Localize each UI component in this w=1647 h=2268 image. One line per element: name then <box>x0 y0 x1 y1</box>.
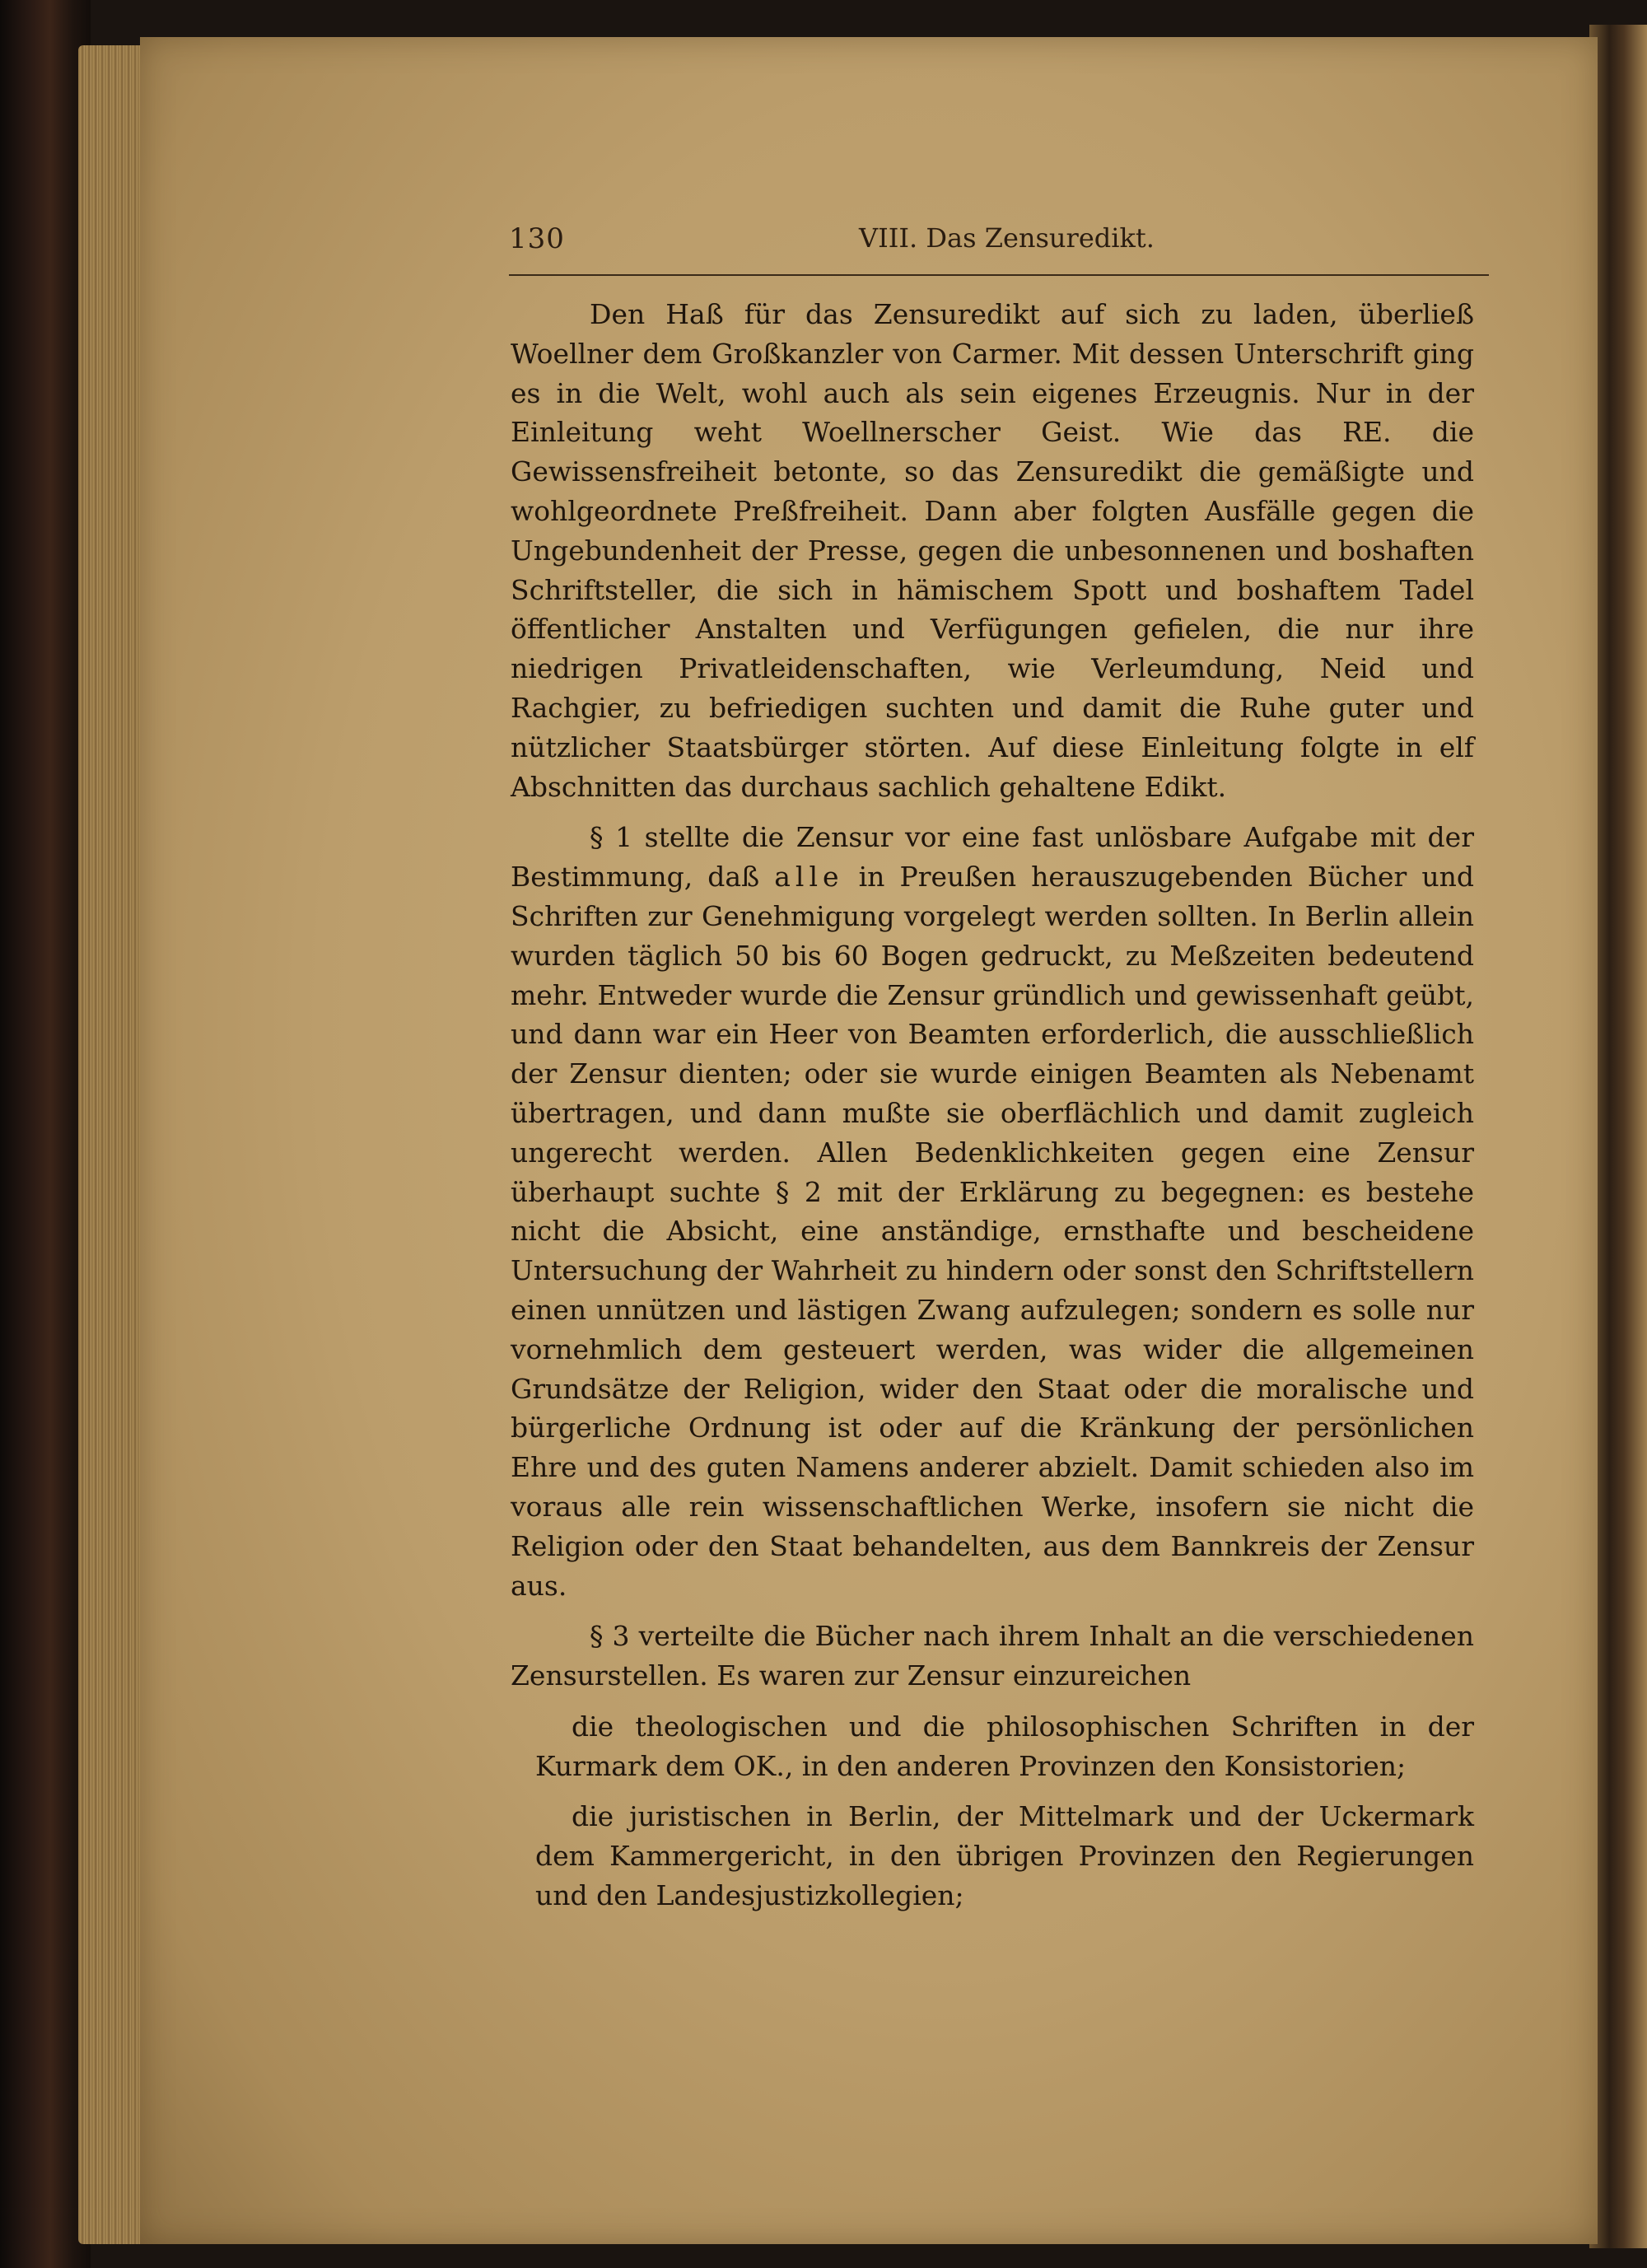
paragraph-2-rest: in Preußen herauszugebenden Bücher und Schriften zur Genehmigung vorgelegt werden sollten. In Berlin allein wurden täglich 50 bis 60 Bogen gedruckt, zu Meßzeiten bedeutend mehr. Entweder wurde die Zensur gründlich und gewissenhaft geübt, und dann war ein Heer von Beamten erforderlich, die ausschließlich der Zensur dienten; oder sie wurde einigen Beamten als Nebenamt übertragen, und dann mußte sie oberflächlich und damit zugleich ungerecht werden. Allen Bedenklichkeiten gegen eine Zensur überhaupt suchte § 2 mit der Erklärung zu begegnen: es bestehe nicht die Absicht, eine anständige, ernsthafte und bescheidene Untersuchung der Wahrheit zu hindern oder sonst den Schriftstellern einen unnützen und lästigen Zwang aufzulegen; sondern es solle nur vornehmlich dem gesteuert werden, was wider die allgemeinen Grundsätze der Religion, wider den Staat oder die moralische und bürgerliche Ordnung ist oder auf die Kränkung der persönlichen Ehre und des guten Namens anderer abzielt. Damit schieden also im voraus alle rein wissenschaftlichen Werke, insofern sie nicht die Religion oder den Staat behandelten, aus dem Bannkreis der Zensur aus. <box>511 861 1474 1602</box>
chapter-title: VIII. Das Zensuredikt. <box>859 222 1155 254</box>
paragraph-1: Den Haß für das Zensuredikt auf sich zu laden, überließ Woellner dem Großkanzler von Carmer. Mit dessen Unterschrift ging es in die Welt, wohl auch als sein eigenes Erzeugnis. Nur in der Einleitung weht Woellnerscher Geist. Wie das RE. die Gewissensfreiheit betonte, so das Zensuredikt die gemäßigte und wohlgeordnete Preßfreiheit. Dann aber folgten Ausfälle gegen die Ungebundenheit der Presse, gegen die unbesonnenen und boshaften Schriftsteller, die sich in hämischem Spott und boshaftem Tadel öffentlicher Anstalten und Verfügungen gefielen, die nur ihre niedrigen Privatleidenschaften, wie Verleumdung, Neid und Rachgier, zu befriedigen suchten und damit die Ruhe guter und nützlicher Staatsbürger störten. Auf diese Einleitung folgte in elf Abschnitten das durchaus sachlich gehaltene Edikt. <box>511 298 1474 803</box>
header-rule <box>509 274 1489 276</box>
book-gutter <box>1589 25 1647 2248</box>
paragraph-2-start: § 1 stellte die Zensur vor eine fast unlösbare Aufgabe mit der Bestimmung, daß <box>511 821 1474 894</box>
page-number: 130 <box>509 222 565 255</box>
running-head <box>509 222 1489 264</box>
book-binding-left <box>0 0 91 2268</box>
paragraph-2 <box>511 818 1474 1605</box>
paragraph-3: § 3 verteilte die Bücher nach ihrem Inhalt an die verschiedenen Zensurstellen. Es waren zur Zensur einzureichen <box>511 1620 1474 1692</box>
list-item-juristic: die juristischen in Berlin, der Mittelmark und der Uckermark dem Kammergericht, in den übrigen Provinzen den Regierungen und den Landesjustizkollegien; <box>535 1800 1474 1912</box>
body-text <box>511 295 1474 1927</box>
emphasis-alle: alle <box>774 861 844 894</box>
list-item-theological: die theologischen und die philosophischen Schriften in der Kurmark dem OK., in den anderen Provinzen den Konsistorien; <box>535 1710 1474 1782</box>
